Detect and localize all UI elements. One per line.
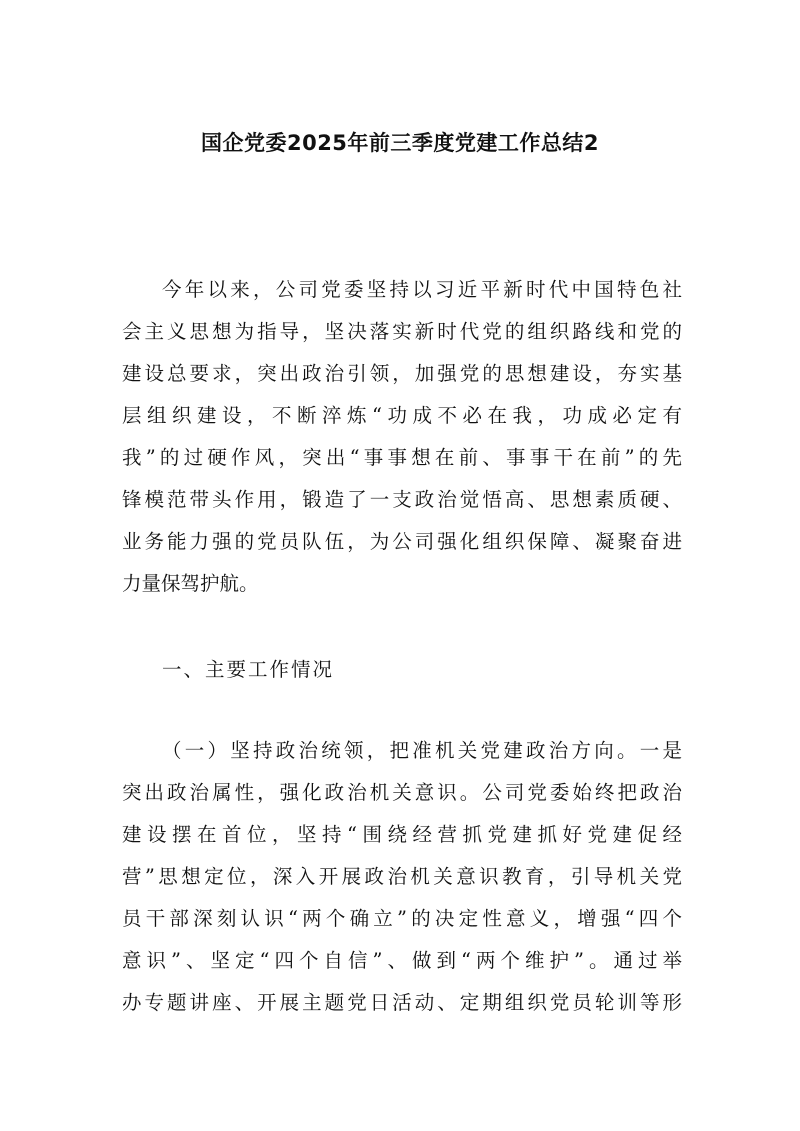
intro-line-5: 我”的过硬作风，突出“事事想在前、事事干在前”的先 (122, 446, 682, 469)
intro-line-4: 层组织建设，不断淬炼“功成不必在我，功成必定有 (122, 404, 682, 427)
intro-line-6: 锋模范带头作用，锻造了一支政治觉悟高、思想素质硬、 (122, 488, 682, 511)
section-line-3: 建设摆在首位，坚持“围绕经营抓党建抓好党建促经 (122, 823, 682, 846)
intro-line-3: 建设总要求，突出政治引领，加强党的思想建设，夯实基 (122, 362, 682, 385)
document-title: 国企党委2025年前三季度党建工作总结2 (200, 131, 600, 155)
section-line-4: 营”思想定位，深入开展政治机关意识教育，引导机关党 (122, 865, 682, 888)
section-line-5: 员干部深刻认识“两个确立”的决定性意义，增强“四个 (122, 907, 682, 930)
intro-line-7: 业务能力强的党员队伍，为公司强化组织保障、凝聚奋进 (122, 530, 682, 553)
section-heading: 一、主要工作情况 (162, 658, 335, 681)
section-line-1: （一）坚持政治统领，把准机关党建政治方向。一是 (162, 739, 682, 762)
section-line-7: 办专题讲座、开展主题党日活动、定期组织党员轮训等形 (122, 991, 682, 1014)
intro-line-8: 力量保驾护航。 (122, 572, 259, 595)
section-line-2: 突出政治属性，强化政治机关意识。公司党委始终把政治 (122, 781, 682, 804)
intro-line-2: 会主义思想为指导，坚决落实新时代党的组织路线和党的 (122, 320, 682, 343)
intro-line-1: 今年以来，公司党委坚持以习近平新时代中国特色社 (162, 278, 682, 301)
section-line-6: 意识”、坚定“四个自信”、做到“两个维护”。通过举 (122, 949, 682, 972)
